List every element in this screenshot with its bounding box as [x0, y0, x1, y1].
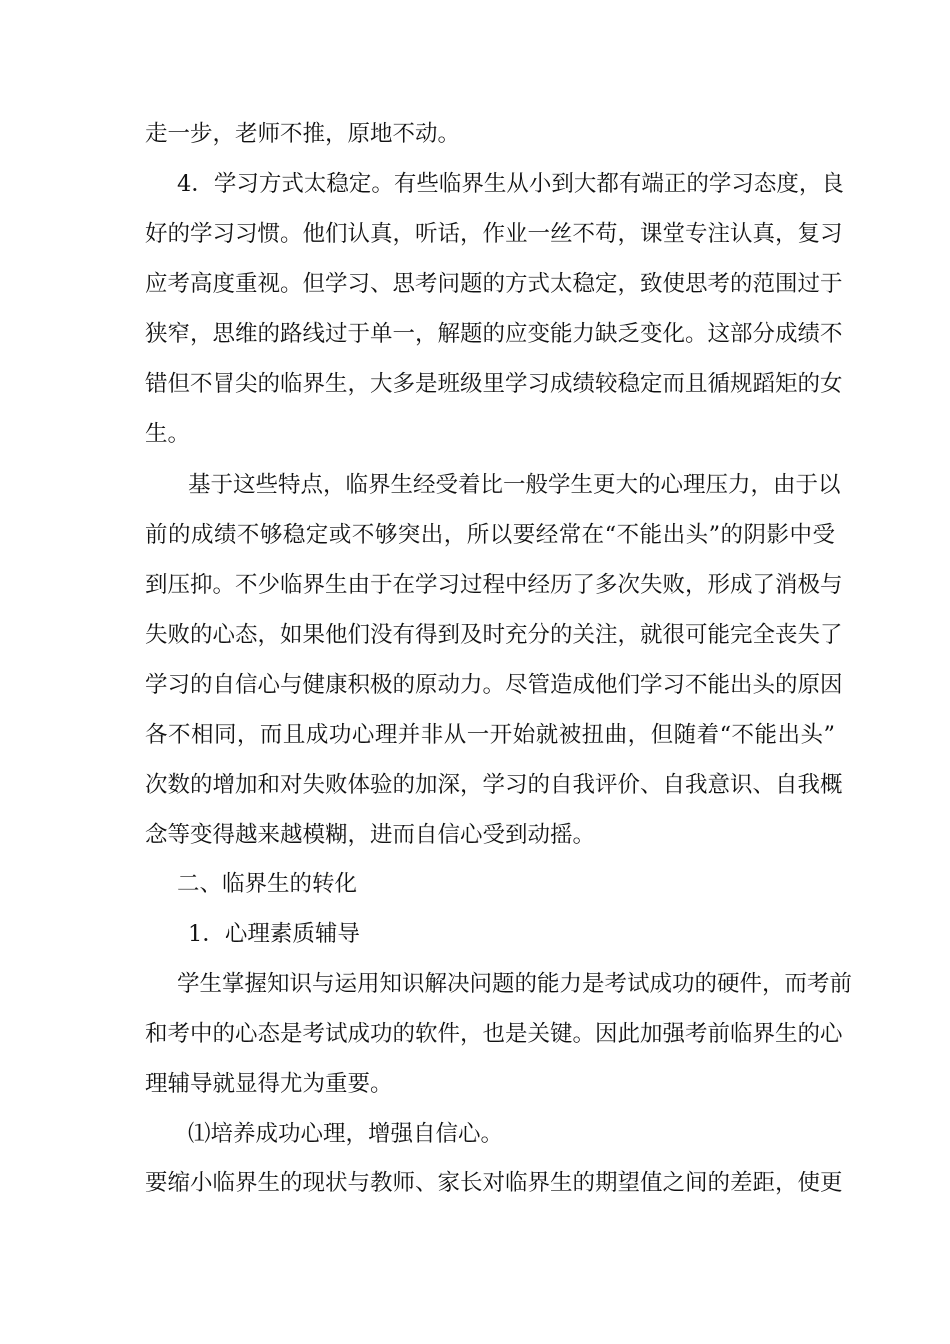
text-line-4: 应考高度重视。但学习、思考问题的方式太稳定，致使思考的范围过于: [145, 271, 843, 297]
text-line-1: 走一步，老师不推，原地不动。: [145, 121, 461, 147]
text-line-22: 要缩小临界生的现状与教师、家长对临界生的期望值之间的差距，使更: [145, 1170, 843, 1196]
text-line-20: 理辅导就显得尤为重要。: [145, 1071, 393, 1097]
text-line-19: 和考中的心态是考试成功的软件，也是关键。因此加强考前临界生的心: [145, 1021, 843, 1047]
text-line-10: 到压抑。不少临界生由于在学习过程中经历了多次失败，形成了消极与: [145, 572, 843, 598]
text-line-8: 基于这些特点，临界生经受着比一般学生更大的心理压力，由于以: [188, 472, 841, 498]
text-line-2: 4．学习方式太稳定。有些临界生从小到大都有端正的学习态度，良: [177, 171, 844, 197]
text-line-3: 好的学习习惯。他们认真，听话，作业一丝不苟，课堂专注认真，复习: [145, 221, 843, 247]
numbered-point: ⑴培养成功心理，增强自信心。: [188, 1121, 504, 1147]
text-line-6: 错但不冒尖的临界生，大多是班级里学习成绩较稳定而且循规蹈矩的女: [145, 371, 843, 397]
text-line-14: 次数的增加和对失败体验的加深，学习的自我评价、自我意识、自我概: [145, 772, 843, 798]
text-line-5: 狭窄，思维的路线过于单一，解题的应变能力缺乏变化。这部分成绩不: [145, 321, 843, 347]
section-heading: 二、临界生的转化: [177, 871, 358, 897]
text-line-12: 学习的自信心与健康积极的原动力。尽管造成他们学习不能出头的原因: [145, 672, 843, 698]
subsection-heading: 1．心理素质辅导: [188, 921, 360, 947]
text-line-15: 念等变得越来越模糊，进而自信心受到动摇。: [145, 822, 596, 848]
text-line-18: 学生掌握知识与运用知识解决问题的能力是考试成功的硬件，而考前: [177, 971, 853, 997]
text-line-11: 失败的心态，如果他们没有得到及时充分的关注，就很可能完全丧失了: [145, 622, 843, 648]
text-line-9: 前的成绩不够稳定或不够突出，所以要经常在“不能出头”的阴影中受: [145, 522, 835, 548]
text-line-13: 各不相同，而且成功心理并非从一开始就被扭曲，但随着“不能出头”: [145, 722, 835, 748]
text-line-7: 生。: [145, 421, 191, 447]
